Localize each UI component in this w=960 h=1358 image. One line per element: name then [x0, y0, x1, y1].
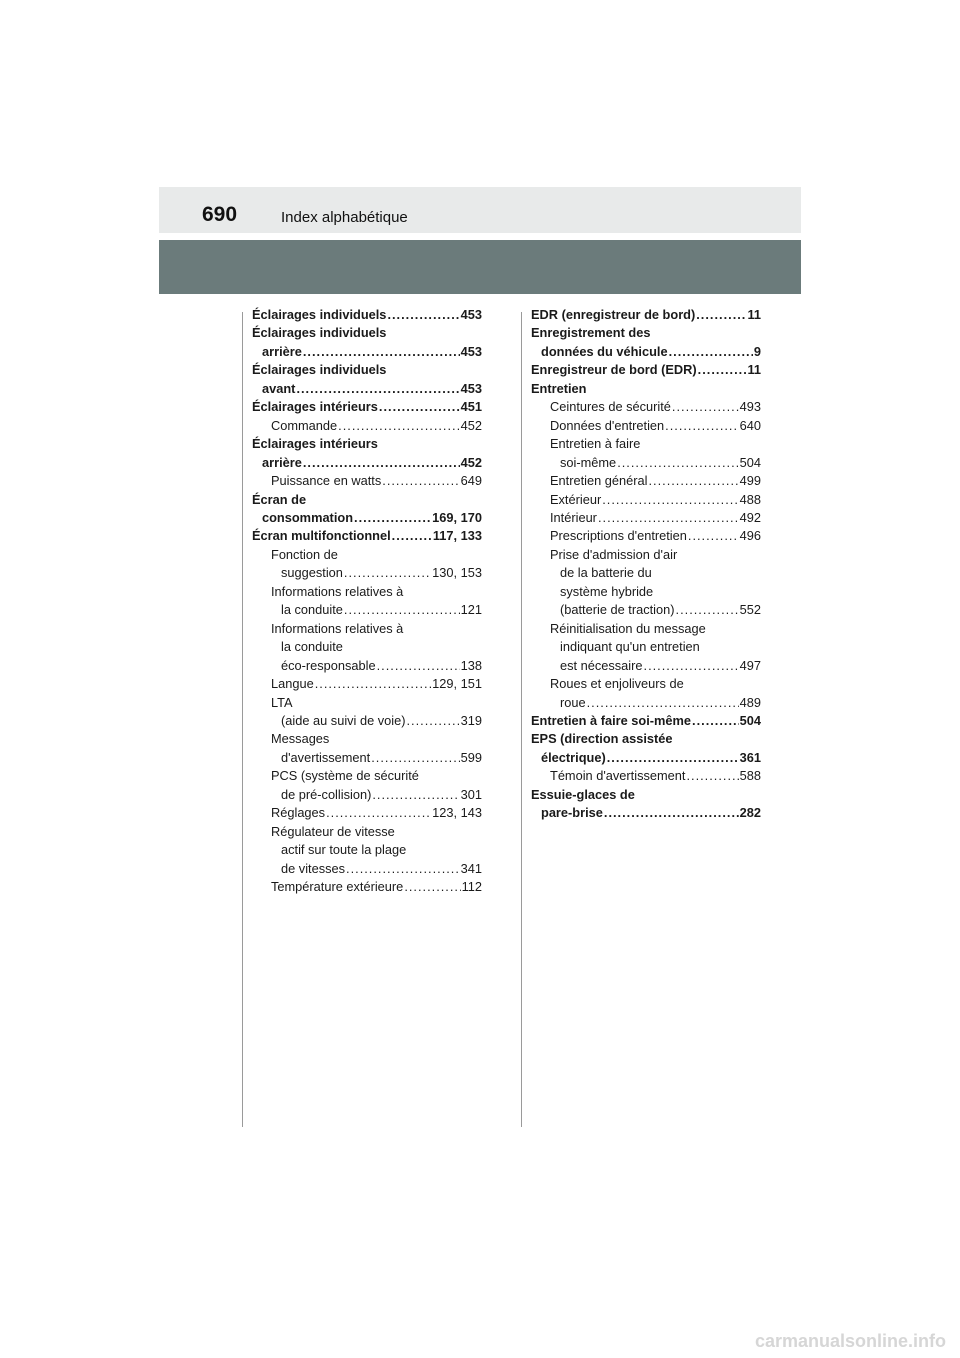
dot-leader: [296, 380, 459, 398]
index-entry-text: Réinitialisation du message: [550, 620, 706, 636]
index-entry: [531, 527, 761, 545]
index-entry: [531, 435, 761, 453]
index-entry: [252, 361, 482, 379]
index-entry-pages: 496: [739, 528, 761, 544]
index-entry-text: Éclairages intérieurs: [252, 399, 378, 415]
index-entry: [252, 583, 482, 601]
index-entry-text: Fonction de: [271, 546, 338, 562]
index-entry: [252, 491, 482, 509]
index-entry: [531, 324, 761, 342]
index-entry-pages: 341: [460, 860, 482, 876]
dot-leader: [392, 527, 432, 545]
index-entry: [531, 694, 761, 712]
index-entry-text: système hybride: [560, 583, 654, 599]
index-entry-text: Informations relatives à: [271, 620, 404, 636]
index-entry-text: Température extérieure: [271, 879, 404, 895]
index-entry-pages: 492: [739, 509, 761, 525]
dot-leader: [382, 472, 459, 490]
index-entry: [531, 601, 761, 619]
index-entry: [531, 546, 761, 564]
index-entry: [252, 564, 482, 582]
index-entry: [252, 675, 482, 693]
dot-leader: [602, 491, 738, 509]
dot-leader: [669, 343, 753, 361]
index-entry-pages: 361: [739, 749, 761, 765]
index-entry: [252, 823, 482, 841]
index-entry-pages: 282: [739, 805, 761, 821]
index-entry: [531, 730, 761, 748]
index-entry: [531, 343, 761, 361]
index-entry: [531, 564, 761, 582]
watermark: carmanualsonline.info: [754, 1331, 946, 1351]
index-entry-pages: 129, 151: [432, 676, 482, 692]
index-entry-text: (batterie de traction): [560, 602, 675, 618]
index-entry-text: indiquant qu'un entretien: [560, 639, 700, 655]
index-entry-pages: 121: [460, 602, 482, 618]
index-entry: [252, 749, 482, 767]
index-entry-text: Messages: [271, 731, 330, 747]
index-entry-text: Roues et enjoliveurs de: [550, 676, 684, 692]
index-entry: [531, 472, 761, 490]
index-entry-text: Régulateur de vitesse: [271, 823, 395, 839]
index-entry: [531, 675, 761, 693]
index-entry: [252, 878, 482, 896]
dot-leader: [315, 675, 431, 693]
index-column-right: [531, 306, 761, 823]
index-entry-pages: 138: [460, 657, 482, 673]
dot-leader: [598, 509, 739, 527]
index-entry-pages: 123, 143: [432, 805, 482, 821]
index-entry: [252, 601, 482, 619]
index-entry-text: Données d'entretien: [550, 417, 665, 433]
index-entry-pages: 452: [460, 454, 482, 470]
index-entry: [531, 454, 761, 472]
index-entry: [252, 306, 482, 324]
index-entry: [252, 527, 482, 545]
index-entry-text: Entretien à faire: [550, 436, 641, 452]
index-entry-pages: 319: [460, 712, 482, 728]
dot-leader: [692, 712, 739, 730]
index-entry-text: EPS (direction assistée: [531, 731, 673, 747]
index-entry-pages: 169, 170: [432, 509, 482, 525]
index-entry-pages: 599: [460, 749, 482, 765]
index-entry: [252, 767, 482, 785]
dot-leader: [303, 343, 460, 361]
index-entry: [531, 749, 761, 767]
dot-leader: [648, 472, 738, 490]
index-entry-text: données du véhicule: [541, 343, 668, 359]
index-entry: [252, 841, 482, 859]
index-entry-text: EDR (enregistreur de bord): [531, 307, 696, 322]
index-entry: [252, 712, 482, 730]
index-entry-pages: 640: [739, 417, 761, 433]
index-entry-pages: 552: [739, 602, 761, 618]
index-entry-text: Prise d'admission d'air: [550, 546, 678, 562]
index-entry: [531, 417, 761, 435]
index-entry-text: LTA: [271, 694, 293, 710]
index-entry: [531, 804, 761, 822]
index-entry: [252, 730, 482, 748]
index-entry-text: Intérieur: [550, 509, 597, 525]
index-entry-pages: 9: [753, 343, 761, 359]
index-entry-pages: 497: [739, 657, 761, 673]
index-entry-text: Enregistreur de bord (EDR): [531, 362, 697, 378]
dot-leader: [604, 804, 739, 822]
index-entry-text: Commande: [271, 417, 338, 433]
index-entry-pages: 499: [739, 473, 761, 489]
index-entry: [252, 546, 482, 564]
dot-leader: [696, 306, 746, 324]
index-entry: [531, 657, 761, 675]
index-entry: [531, 306, 761, 324]
index-entry: [252, 620, 482, 638]
index-entry-text: suggestion: [281, 565, 343, 581]
index-entry: [531, 380, 761, 398]
index-entry-text: Prescriptions d'entretien: [550, 528, 687, 544]
index-entry-pages: 11: [747, 307, 761, 322]
index-entry-pages: 452: [460, 417, 482, 433]
index-entry: [531, 638, 761, 656]
index-entry-text: consommation: [262, 509, 354, 525]
index-entry-text: Extérieur: [550, 491, 602, 507]
index-entry-text: Entretien: [531, 380, 587, 396]
dot-leader: [676, 601, 739, 619]
index-entry-text: Enregistrement des: [531, 325, 651, 341]
index-entry: [531, 620, 761, 638]
dot-leader: [607, 749, 739, 767]
dot-leader: [371, 749, 459, 767]
index-entry-pages: 588: [739, 768, 761, 784]
dot-leader: [326, 804, 431, 822]
dot-leader: [644, 657, 739, 675]
dot-leader: [617, 454, 738, 472]
index-entry-text: de vitesses: [281, 860, 346, 876]
index-entry: [531, 583, 761, 601]
index-entry-pages: 11: [747, 362, 761, 378]
index-entry: [252, 380, 482, 398]
index-entry: [531, 786, 761, 804]
index-column-left: [252, 306, 482, 897]
index-entry-pages: 117, 133: [432, 528, 482, 544]
index-entry-text: actif sur toute la plage: [281, 842, 407, 858]
index-entry-text: la conduite: [281, 639, 343, 655]
index-entry: [531, 767, 761, 785]
index-entry-text: avant: [262, 380, 296, 396]
index-entry-text: de pré-collision): [281, 786, 372, 802]
dot-leader: [377, 657, 460, 675]
index-entry: [531, 509, 761, 527]
index-entry: [252, 860, 482, 878]
index-entry-pages: 649: [460, 473, 482, 489]
index-entry-text: Éclairages individuels: [252, 307, 387, 322]
index-entry-text: arrière: [262, 343, 302, 359]
index-entry-text: arrière: [262, 454, 302, 470]
index-entry-pages: 489: [739, 694, 761, 710]
index-entry-text: d'avertissement: [281, 749, 371, 765]
dot-leader: [688, 527, 739, 545]
index-entry-text: Entretien à faire soi-même: [531, 712, 692, 728]
dot-leader: [344, 564, 431, 582]
section-band: [159, 240, 801, 294]
dot-leader: [379, 398, 460, 416]
index-entry-pages: 453: [460, 343, 482, 359]
index-entry-text: Informations relatives à: [271, 583, 404, 599]
index-entry: [252, 454, 482, 472]
index-entry: [252, 804, 482, 822]
index-entry: [252, 786, 482, 804]
index-entry: [252, 324, 482, 342]
page-number: 690: [202, 203, 238, 226]
index-entry-pages: 493: [739, 399, 761, 415]
index-entry-text: Témoin d'avertissement: [550, 768, 686, 784]
index-entry-text: Puissance en watts: [271, 473, 382, 489]
index-entry-pages: 453: [460, 380, 482, 396]
left-column-rule: [242, 312, 243, 1127]
dot-leader: [387, 306, 459, 324]
index-entry-text: Essuie-glaces de: [531, 786, 635, 802]
index-entry: [531, 712, 761, 730]
index-entry-pages: 130, 153: [432, 565, 482, 581]
dot-leader: [665, 417, 738, 435]
index-entry-pages: 504: [739, 454, 761, 470]
index-entry-pages: 453: [460, 307, 482, 322]
index-entry: [531, 491, 761, 509]
index-entry-text: Écran de: [252, 491, 307, 507]
index-entry-text: la conduite: [281, 602, 343, 618]
index-entry: [252, 657, 482, 675]
dot-leader: [372, 786, 459, 804]
index-entry-text: éco-responsable: [281, 657, 376, 673]
index-entry-pages: 451: [460, 399, 482, 415]
dot-leader: [587, 694, 739, 712]
index-entry: [531, 398, 761, 416]
index-entry-pages: 301: [460, 786, 482, 802]
index-entry: [252, 417, 482, 435]
index-entry: [252, 638, 482, 656]
dot-leader: [404, 878, 460, 896]
page-title: Index alphabétique: [281, 209, 408, 226]
index-entry-pages: 112: [461, 879, 482, 895]
index-entry: [252, 435, 482, 453]
index-entry-text: électrique): [541, 749, 606, 765]
index-entry-text: soi-même: [560, 454, 617, 470]
index-entry-text: Écran multifonctionnel: [252, 528, 391, 544]
index-entry-text: Éclairages individuels: [252, 325, 387, 341]
dot-leader: [698, 361, 747, 379]
dot-leader: [672, 398, 739, 416]
right-column-rule: [521, 312, 522, 1127]
dot-leader: [686, 767, 738, 785]
dot-leader: [354, 509, 431, 527]
header-bar: [159, 187, 801, 233]
index-entry-text: Éclairages intérieurs: [252, 436, 378, 452]
index-entry: [252, 343, 482, 361]
dot-leader: [303, 454, 460, 472]
index-entry-text: Réglages: [271, 805, 326, 821]
index-entry-pages: 488: [739, 491, 761, 507]
dot-leader: [346, 860, 460, 878]
index-entry: [252, 472, 482, 490]
index-entry-text: Langue: [271, 676, 314, 692]
index-entry-text: PCS (système de sécurité: [271, 768, 419, 784]
index-entry-text: Ceintures de sécurité: [550, 399, 671, 415]
index-entry-text: est nécessaire: [560, 657, 643, 673]
index-entry-text: (aide au suivi de voie): [281, 712, 406, 728]
index-entry-text: Éclairages individuels: [252, 362, 387, 378]
index-entry: [252, 398, 482, 416]
dot-leader: [344, 601, 460, 619]
index-entry-text: Entretien général: [550, 473, 648, 489]
index-entry: [252, 509, 482, 527]
index-entry-text: pare-brise: [541, 805, 603, 821]
index-entry-text: de la batterie du: [560, 565, 652, 581]
dot-leader: [406, 712, 459, 730]
index-entry-pages: 504: [739, 712, 761, 728]
dot-leader: [338, 417, 459, 435]
index-entry-text: roue: [560, 694, 586, 710]
index-entry: [531, 361, 761, 379]
index-entry: [252, 694, 482, 712]
